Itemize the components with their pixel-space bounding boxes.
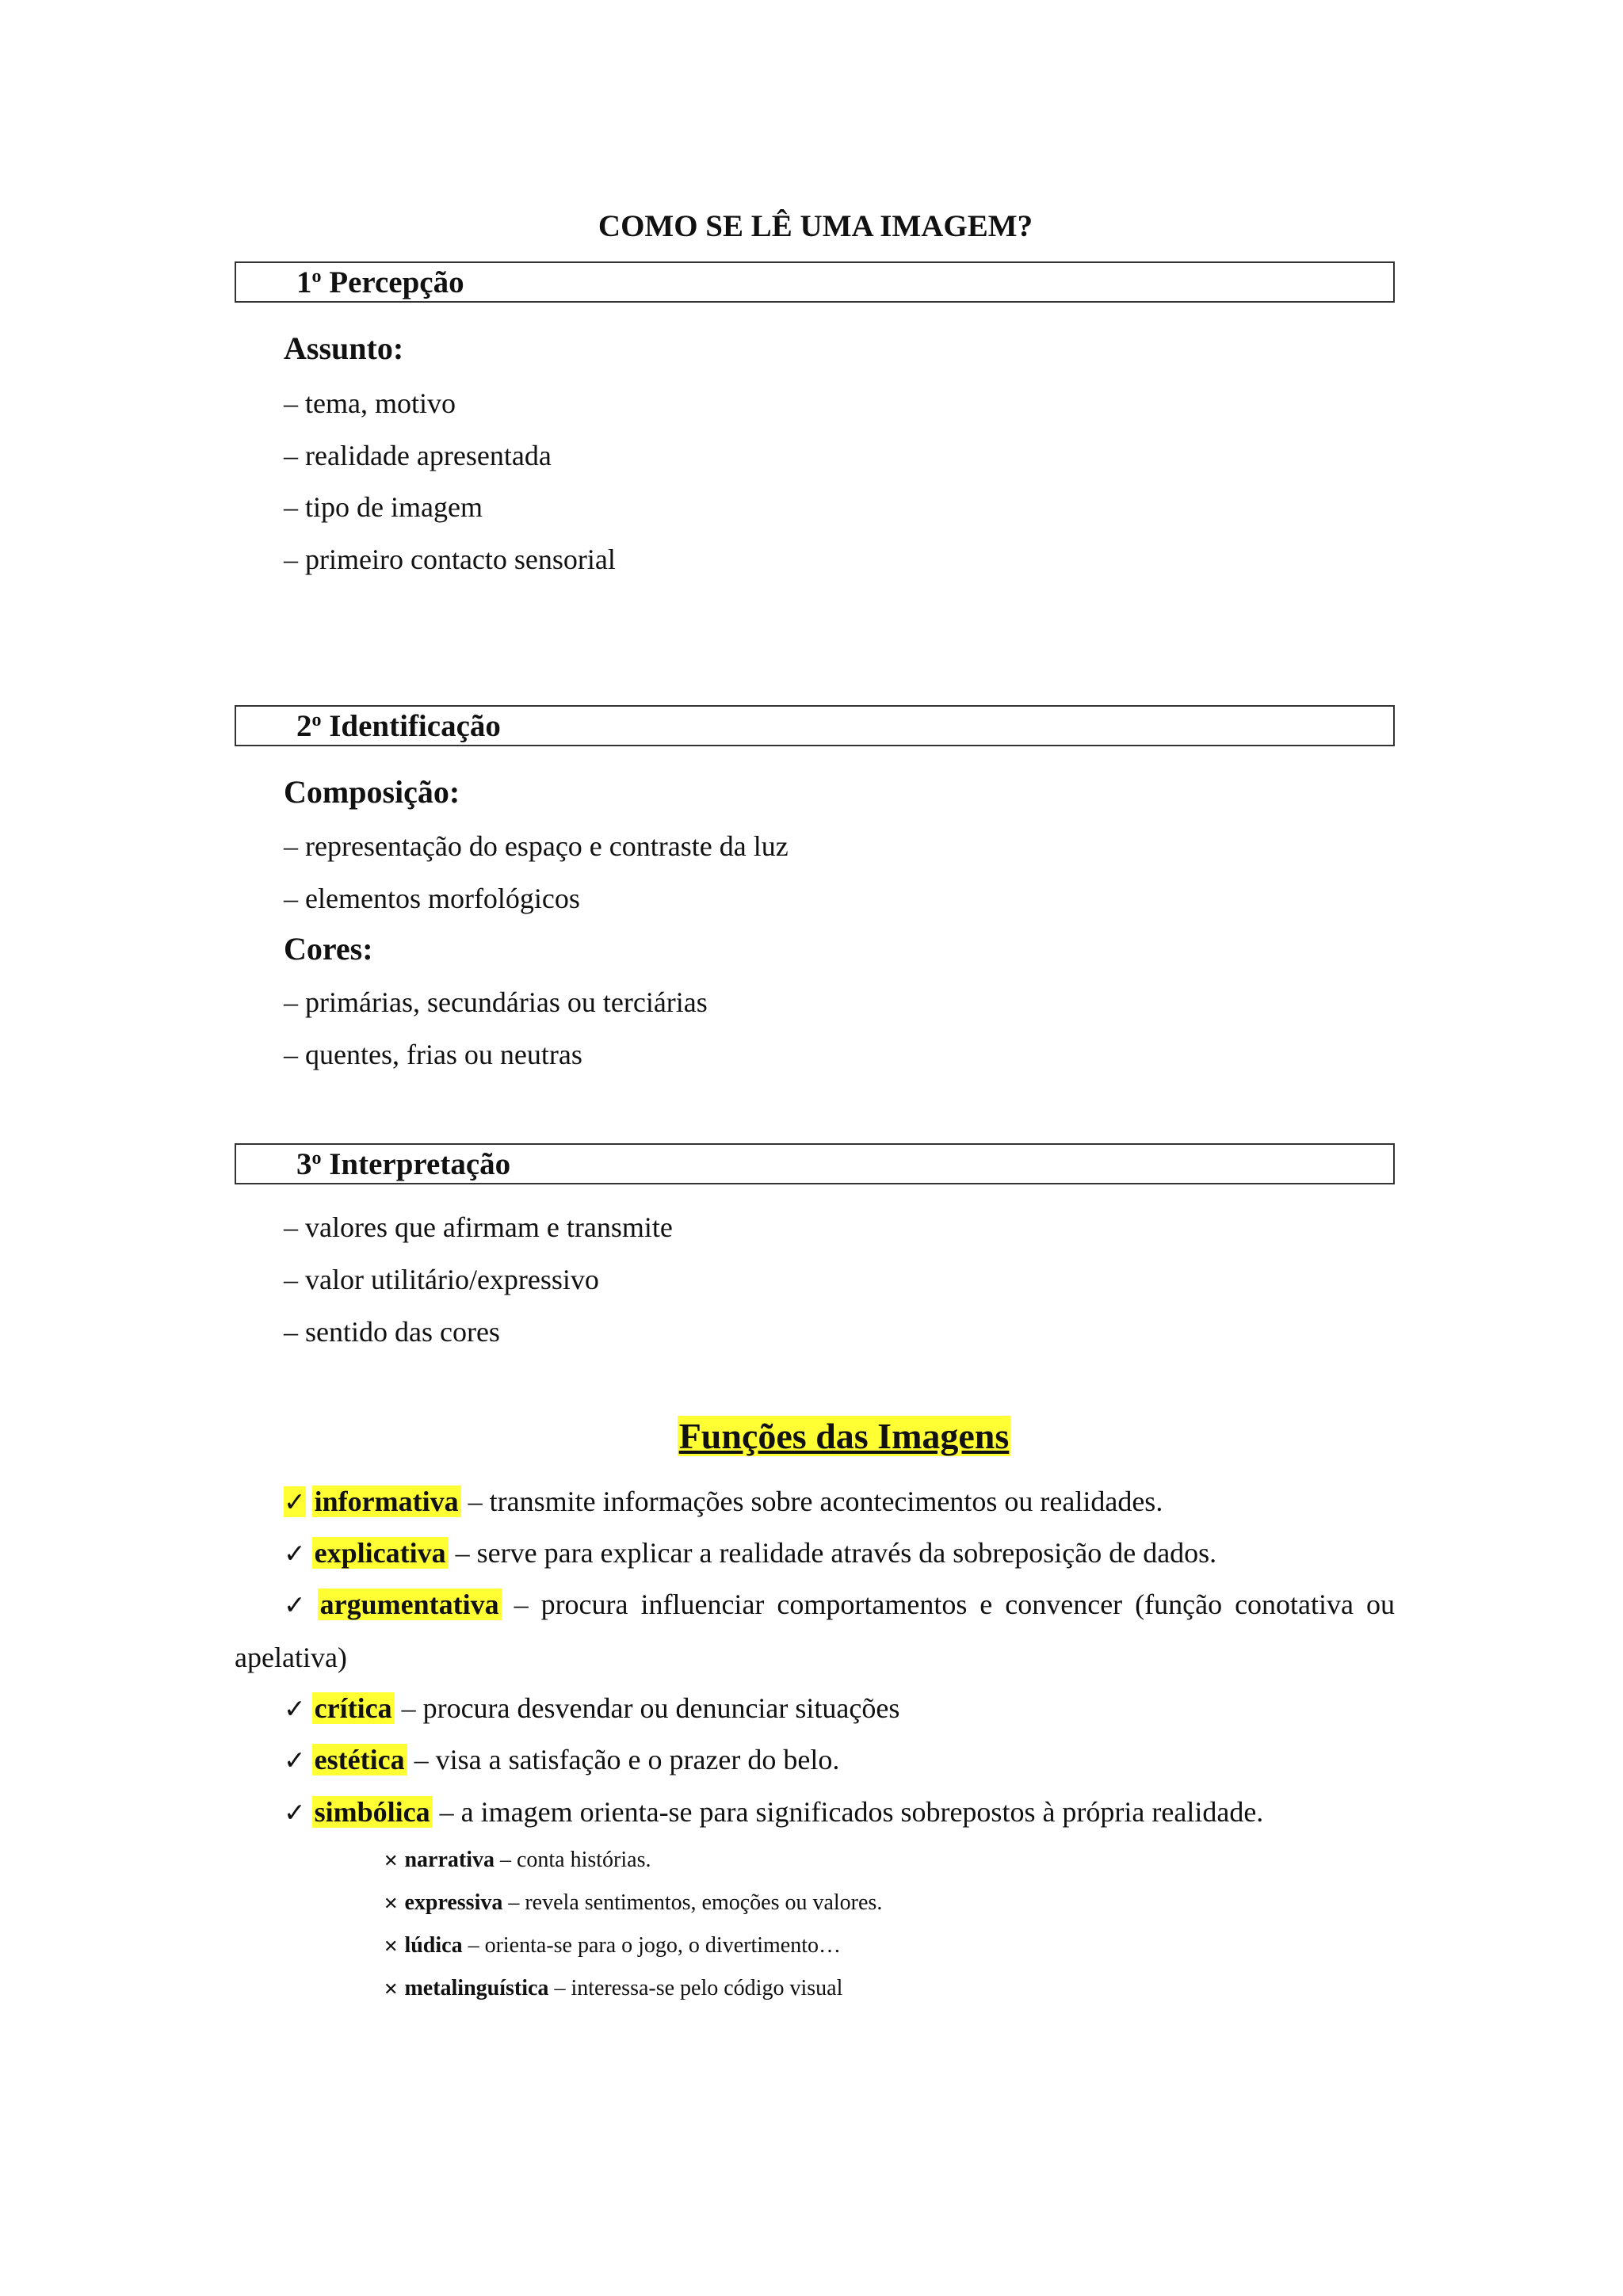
subfunction-description: – revela sentimentos, emoções ou valores. bbox=[502, 1890, 883, 1915]
section-3-title: Interpretação bbox=[329, 1147, 511, 1181]
check-icon: ✓ bbox=[284, 1745, 306, 1775]
section-2-ordinal: o bbox=[311, 710, 322, 730]
section-2-subheading-colors: Cores: bbox=[284, 931, 373, 967]
check-icon: ✓ bbox=[284, 1693, 306, 1724]
section-1-item: – primeiro contacto sensorial bbox=[284, 543, 616, 575]
function-item-estetica bbox=[284, 1741, 839, 1779]
function-item-explicativa bbox=[284, 1535, 1216, 1572]
function-item-argumentativa bbox=[235, 1578, 1395, 1684]
function-keyword: informativa bbox=[312, 1486, 461, 1517]
functions-title bbox=[235, 1414, 1453, 1459]
subfunction-description: – orienta-se para o jogo, o divertimento… bbox=[462, 1933, 841, 1958]
functions-title-text: Funções das Imagens bbox=[678, 1416, 1010, 1456]
section-2-number: 2 bbox=[296, 709, 312, 743]
function-keyword: argumentativa bbox=[318, 1589, 502, 1620]
section-1-heading bbox=[296, 264, 464, 302]
function-description: – a imagem orienta-se para significados sobrepostos à própria realidade. bbox=[432, 1796, 1264, 1828]
subfunction-keyword: lúdica bbox=[404, 1933, 463, 1958]
subfunction-item-expressiva bbox=[384, 1889, 882, 1919]
section-1-item: – tema, motivo bbox=[284, 387, 456, 419]
subfunction-item-ludica bbox=[384, 1932, 841, 1962]
section-3-item: – valor utilitário/expressivo bbox=[284, 1264, 599, 1295]
section-2-item: – quentes, frias ou neutras bbox=[284, 1039, 582, 1070]
section-1-subheading: Assunto: bbox=[284, 330, 404, 366]
section-1-header-box bbox=[235, 261, 1395, 303]
function-keyword: explicativa bbox=[312, 1537, 449, 1569]
section-2-heading bbox=[296, 707, 501, 746]
cross-icon: ✕ bbox=[384, 1937, 399, 1957]
page-title: COMO SE LÊ UMA IMAGEM? bbox=[598, 209, 1033, 243]
check-icon: ✓ bbox=[284, 1538, 306, 1569]
function-keyword: crítica bbox=[312, 1692, 395, 1724]
function-keyword: estética bbox=[312, 1744, 407, 1775]
section-2-title: Identificação bbox=[329, 709, 501, 743]
function-description: – procura desvendar ou denunciar situações bbox=[394, 1692, 900, 1724]
subfunction-keyword: narrativa bbox=[404, 1848, 495, 1872]
function-keyword: simbólica bbox=[312, 1796, 433, 1828]
subfunction-item-metalinguistica bbox=[384, 1974, 842, 2004]
section-3-header-box bbox=[235, 1143, 1395, 1184]
subfunction-keyword: expressiva bbox=[404, 1890, 503, 1915]
function-item-informativa bbox=[284, 1483, 1163, 1520]
cross-icon: ✕ bbox=[384, 1894, 399, 1914]
function-description: – procura influenciar comportamentos e convencer (função conotativa ou apelativa) bbox=[235, 1589, 1395, 1673]
function-description: – serve para explicar a realidade através da sobreposição de dados. bbox=[448, 1537, 1217, 1569]
subfunction-description: – conta histórias. bbox=[494, 1848, 651, 1872]
section-3-item: – sentido das cores bbox=[284, 1316, 500, 1348]
section-2-header-box bbox=[235, 705, 1395, 746]
subfunction-item-narrativa bbox=[384, 1846, 651, 1876]
section-3-item: – valores que afirmam e transmite bbox=[284, 1211, 673, 1243]
check-icon: ✓ bbox=[284, 1797, 306, 1828]
section-2-subheading: Composição: bbox=[284, 774, 460, 810]
check-icon: ✓ bbox=[284, 1589, 311, 1620]
section-2-item: – primárias, secundárias ou terciárias bbox=[284, 986, 708, 1018]
section-1-item: – tipo de imagem bbox=[284, 491, 483, 523]
cross-icon: ✕ bbox=[384, 1980, 399, 2000]
section-1-number: 1 bbox=[296, 265, 312, 299]
function-item-simbolica bbox=[284, 1794, 1263, 1831]
cross-icon: ✕ bbox=[384, 1852, 399, 1871]
function-description: – visa a satisfação e o prazer do belo. bbox=[407, 1744, 840, 1775]
section-2-item: – elementos morfológicos bbox=[284, 883, 580, 914]
section-3-heading bbox=[296, 1146, 510, 1184]
section-1-item: – realidade apresentada bbox=[284, 440, 552, 471]
subfunction-description: – interessa-se pelo código visual bbox=[548, 1976, 843, 2000]
function-description: – transmite informações sobre acontecimentos ou realidades. bbox=[460, 1486, 1163, 1517]
section-3-ordinal: o bbox=[311, 1148, 322, 1169]
function-item-critica bbox=[284, 1690, 899, 1727]
section-1-title: Percepção bbox=[329, 265, 464, 299]
check-icon: ✓ bbox=[284, 1486, 306, 1517]
section-2-item: – representação do espaço e contraste da luz bbox=[284, 830, 789, 862]
section-3-number: 3 bbox=[296, 1147, 312, 1181]
subfunction-keyword: metalinguística bbox=[404, 1976, 549, 2000]
section-1-ordinal: o bbox=[311, 266, 322, 287]
